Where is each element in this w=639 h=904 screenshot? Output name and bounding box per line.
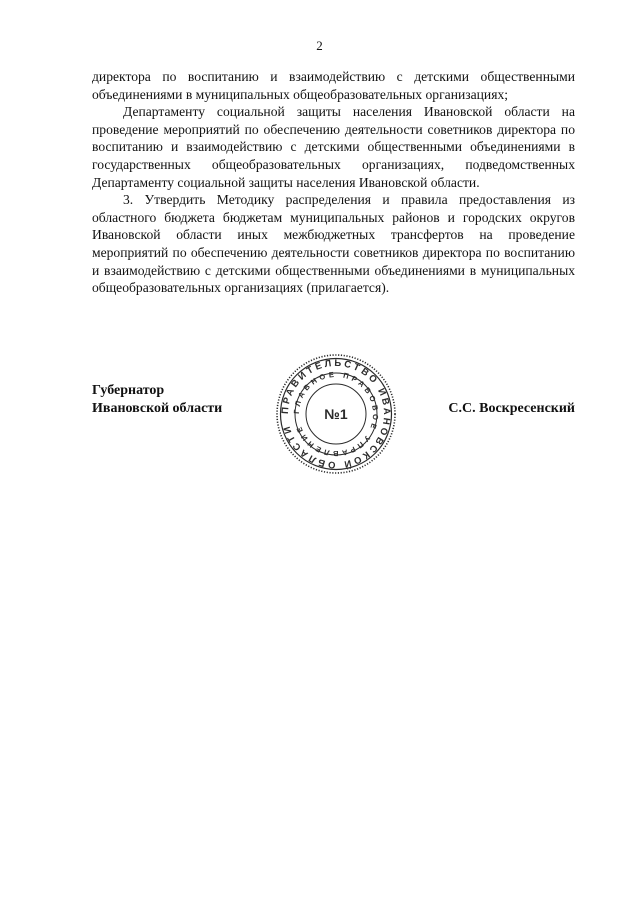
signer-title bbox=[92, 382, 222, 417]
signer-title-line-2: Ивановской области bbox=[92, 400, 223, 416]
signature-block bbox=[92, 357, 575, 478]
document-body bbox=[92, 68, 575, 297]
paragraph-department: Департаменту социальной защиты населения Ивановской области на проведение мероприятий по обеспечению деятельности советников директора по воспитанию и взаимодействию с детскими общественными объединениями в государственных общеобразовательных организациях, подведомственных Департаменту социальной защиты населения Ивановской области. bbox=[92, 104, 575, 190]
paragraph-continuation: директора по воспитанию и взаимодействию с детскими общественными объединениями в муниципальных общеобразовательных организациях; bbox=[92, 69, 575, 102]
signer-name: С.С. Воскресенский bbox=[448, 400, 575, 416]
page-number: 2 bbox=[316, 38, 323, 53]
paragraph-item-3: 3. Утвердить Методику распределения и правила предоставления из областного бюджета бюджетам муниципальных районов и городских округов Ивановской области иных межбюджетных трансфертов на проведение мероприятий по обеспечению деятельности советников директора по воспитанию и взаимодействию с детскими общественными объединениями в муниципальных общеобразовательных организациях (прилагается). bbox=[92, 192, 575, 296]
seal-center-text: №1 bbox=[324, 406, 348, 422]
seal-inner-ring-text: ГЛАВНОЕ ПРАВОВОЕ УПРАВЛЕНИЕ bbox=[291, 369, 381, 459]
seal-ring-text: ПРАВИТЕЛЬСТВО ИВАНОВСКОЙ ОБЛАСТИ bbox=[279, 357, 393, 471]
official-seal bbox=[272, 350, 400, 478]
signer-title-line-1: Губернатор bbox=[92, 383, 165, 398]
